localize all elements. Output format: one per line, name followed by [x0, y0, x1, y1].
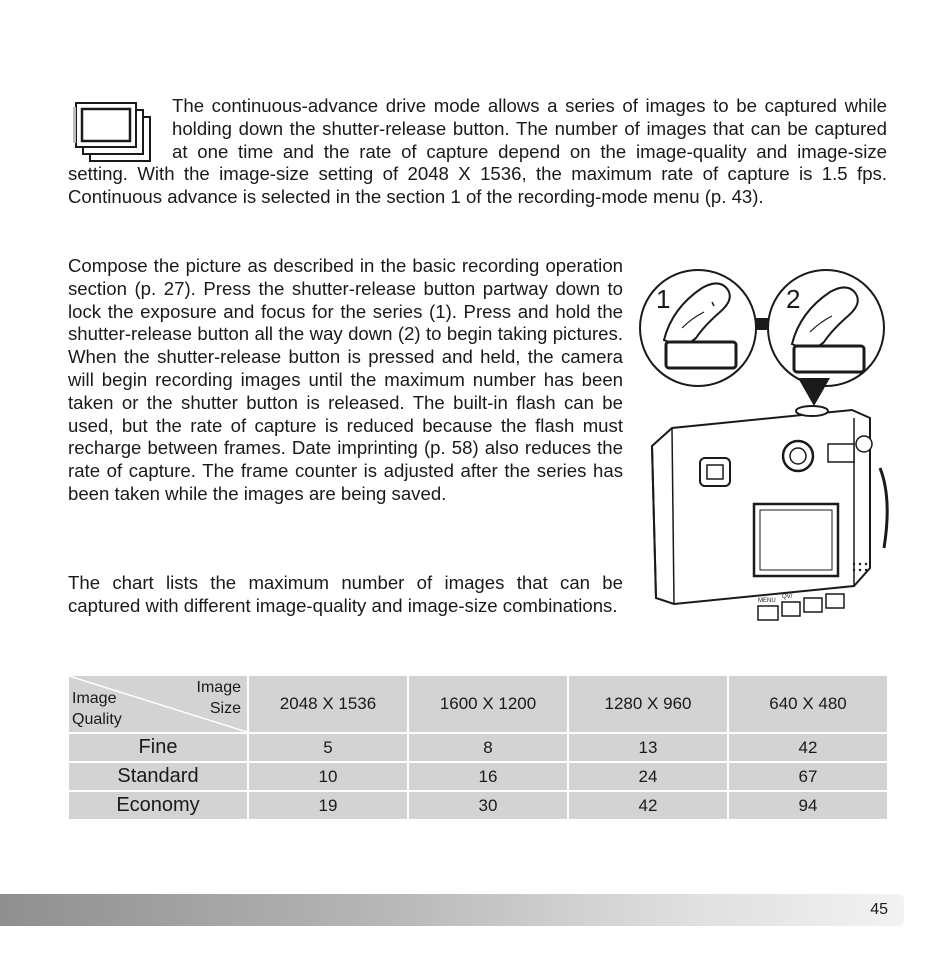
column-header: 2048 X 1536 — [249, 676, 407, 734]
table-cell: 8 — [409, 734, 567, 763]
table-cell: 42 — [569, 792, 727, 821]
half-press-diagram — [640, 270, 756, 386]
corner-image-left-label: Image — [72, 690, 117, 707]
camera-body — [652, 406, 887, 620]
step-2-label: 2 — [786, 284, 801, 314]
intro-text: The continuous-advance drive mode allows a series of images to be captured while holding down the shutter-release button. The number of images that can be captured at one time and the rate of capture depend on the image-quality and image-size setting. With the image-size setting of 2048 X 1536, the maximum rate of capture is 1.5 fps. Continuous advance is selected in the section 1 of the recording-mode menu (p. 43). — [68, 95, 887, 208]
column-header: 1600 X 1200 — [409, 676, 567, 734]
column-header: 1280 X 960 — [569, 676, 727, 734]
step-1-label: 1 — [656, 284, 671, 314]
full-press-diagram — [768, 270, 884, 386]
table-cell: 30 — [409, 792, 567, 821]
table-cell: 94 — [729, 792, 887, 821]
row-header: Standard — [69, 763, 247, 792]
chart-note-paragraph: The chart lists the maximum number of images that can be captured with different image-quality and image-size combinations. — [68, 572, 623, 616]
corner-size-label: Size — [209, 700, 241, 717]
footer-bar — [0, 894, 904, 926]
continuous-advance-icon — [68, 95, 172, 163]
table-cell: 13 — [569, 734, 727, 763]
page-number: 45 — [870, 901, 888, 918]
column-header: 640 X 480 — [729, 676, 887, 734]
table-cell: 24 — [569, 763, 727, 792]
table-row — [69, 734, 887, 763]
table-cell: 67 — [729, 763, 887, 792]
intro-paragraph — [68, 95, 887, 209]
table-cell: 16 — [409, 763, 567, 792]
table-header-row — [69, 676, 887, 734]
table-cell: 19 — [249, 792, 407, 821]
row-header: Economy — [69, 792, 247, 821]
capture-count-table — [67, 676, 889, 821]
table-row — [69, 792, 887, 821]
table-corner-cell — [69, 676, 247, 734]
table-cell: 10 — [249, 763, 407, 792]
corner-image-label: Image — [196, 679, 241, 696]
table-cell: 5 — [249, 734, 407, 763]
row-header: Fine — [69, 734, 247, 763]
arrow-down-icon — [798, 378, 830, 406]
table-cell: 42 — [729, 734, 887, 763]
compose-paragraph: Compose the picture as described in the basic recording operation section (p. 27). Press the shutter-release button partway down to lock the exposure and focus for the series (1). Press and hold the shutter-release button all the way down (2) to begin taking pictures. When the shutter-release button is pressed and held, the camera will begin recording images until the maximum number has been taken or the shutter button is released. The built-in flash can be used, but the rate of capture is reduced because the flash must recharge between frames. Date imprinting (p. 58) also reduces the rate of capture. The frame counter is adjusted after the series has been taken while the images are being saved. — [68, 255, 623, 504]
table-row — [69, 763, 887, 792]
corner-quality-label: Quality — [72, 711, 122, 728]
menu-button-label: MENU — [758, 598, 776, 604]
qv-button-label: QV/ — [782, 594, 793, 600]
camera-shutter-illustration — [632, 268, 894, 652]
